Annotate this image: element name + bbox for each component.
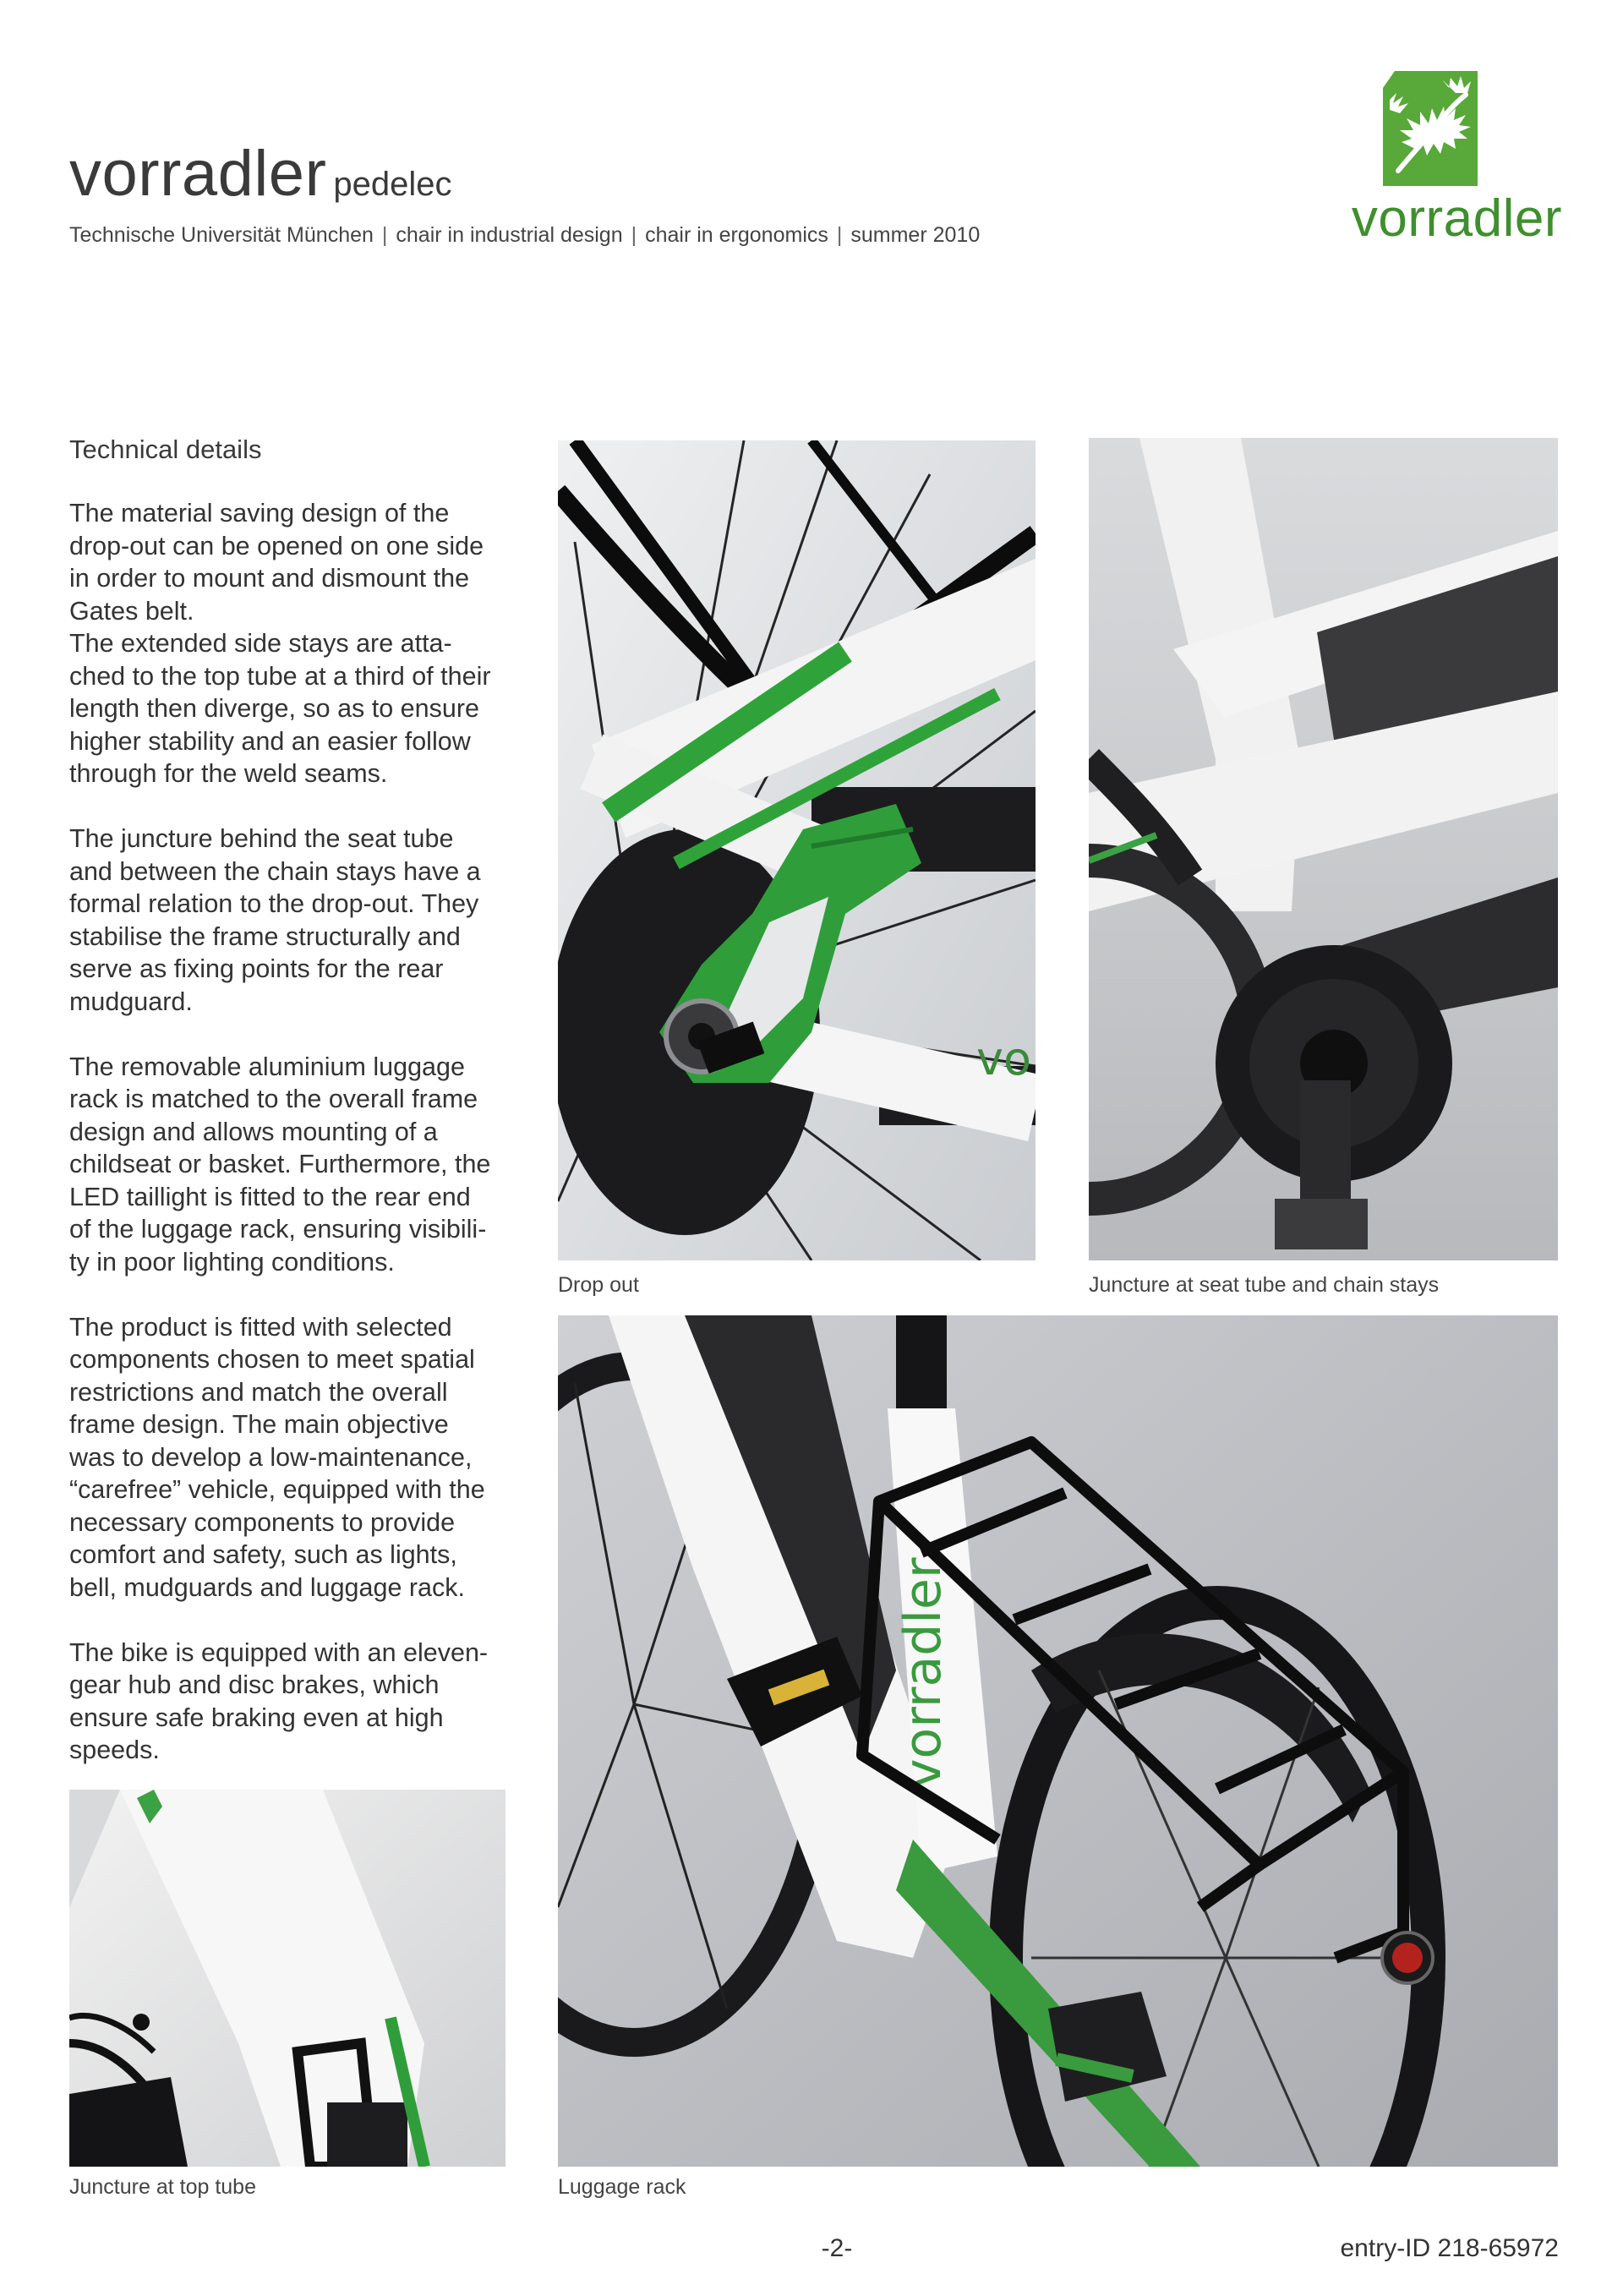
subtitle-separator: | — [836, 223, 843, 247]
text-line: formal relation to the drop-out. They — [69, 889, 479, 918]
photo-drop-out — [558, 440, 1036, 1260]
text-line: Gates belt. — [69, 596, 194, 626]
text-line: serve as fixing points for the rear — [69, 954, 444, 983]
text-line: LED taillight is fitted to the rear end — [69, 1182, 471, 1211]
text-line: and between the chain stays have a — [69, 856, 481, 886]
entry-id: entry-ID 218-65972 — [1340, 2234, 1559, 2262]
text-line: frame design. The main objective — [69, 1410, 449, 1439]
subtitle-chair-ergonomics: chair in ergonomics — [645, 223, 828, 247]
paragraph-gear-hub — [69, 1637, 526, 1767]
photo-juncture-seat-tube — [1089, 438, 1558, 1260]
text-line: of the luggage rack, ensuring visibili- — [69, 1215, 487, 1244]
text-line: bell, mudguards and luggage rack. — [69, 1572, 465, 1602]
text-line: The product is fitted with selected — [69, 1312, 452, 1342]
text-line: ensure safe braking even at high — [69, 1703, 444, 1732]
text-line: in order to mount and dismount the — [69, 564, 470, 593]
caption-juncture-seat-tube: Juncture at seat tube and chain stays — [1089, 1273, 1440, 1297]
document-title — [69, 138, 452, 210]
subtitle-term: summer 2010 — [850, 223, 981, 247]
subtitle-separator: | — [381, 223, 388, 247]
paragraph-dropout — [69, 497, 526, 790]
text-line: length then diverge, so as to ensure — [69, 694, 479, 723]
subtitle-chair-design: chair in industrial design — [396, 223, 623, 247]
paragraph-juncture — [69, 823, 526, 1018]
subtitle-separator: | — [631, 223, 637, 247]
text-line: The removable aluminium luggage — [69, 1052, 465, 1081]
title-main: vorradler — [69, 138, 327, 210]
title-suffix: pedelec — [333, 166, 452, 203]
text-line: ched to the top tube at a third of their — [69, 661, 491, 691]
text-line: design and allows mounting of a — [69, 1117, 438, 1146]
text-line: The bike is equipped with an eleven- — [69, 1637, 489, 1667]
caption-luggage-rack: Luggage rack — [558, 2175, 686, 2199]
text-line: mudguard. — [69, 987, 193, 1016]
text-line: comfort and safety, such as lights, — [69, 1540, 457, 1569]
paragraph-luggage-rack — [69, 1051, 526, 1279]
text-line: stabilise the frame structurally and — [69, 921, 461, 951]
text-line: necessary components to provide — [69, 1507, 456, 1537]
text-line: gear hub and disc brakes, which — [69, 1670, 440, 1699]
caption-juncture-top-tube: Juncture at top tube — [69, 2175, 256, 2199]
thistle-leaf-logo-icon — [1383, 71, 1478, 186]
frame-lettering: vorradler — [893, 1557, 953, 1789]
text-line: childseat or basket. Furthermore, the — [69, 1150, 491, 1178]
text-line: through for the weld seams. — [69, 759, 388, 788]
text-line: higher stability and an easier follow — [69, 726, 471, 756]
body-text — [69, 497, 526, 1767]
photo-luggage-rack — [558, 1315, 1558, 2167]
text-line: The material saving design of the — [69, 499, 450, 528]
text-line: speeds. — [69, 1736, 160, 1764]
paragraph-components — [69, 1311, 526, 1604]
text-line: drop-out can be opened on one side — [69, 531, 484, 560]
text-line: ty in poor lighting conditions. — [69, 1247, 395, 1276]
text-line: The extended side stays are atta- — [69, 629, 452, 658]
text-line: rack is matched to the overall frame — [69, 1085, 478, 1113]
text-line: “carefree” vehicle, equipped with the — [69, 1475, 485, 1504]
text-line: components chosen to meet spatial — [69, 1345, 475, 1374]
page-number: -2- — [821, 2234, 853, 2262]
subtitle-university: Technische Universität München — [69, 223, 374, 247]
photo-juncture-top-tube — [69, 1790, 505, 2167]
subtitle — [69, 223, 980, 248]
text-line: restrictions and match the overall — [69, 1377, 448, 1407]
text-line: was to develop a low-maintenance, — [69, 1442, 473, 1472]
logo-wordmark: vorradler — [1351, 189, 1562, 248]
frame-lettering: vo — [976, 1032, 1031, 1085]
section-heading: Technical details — [69, 435, 262, 464]
caption-drop-out: Drop out — [558, 1273, 639, 1297]
text-line: The juncture behind the seat tube — [69, 824, 454, 853]
